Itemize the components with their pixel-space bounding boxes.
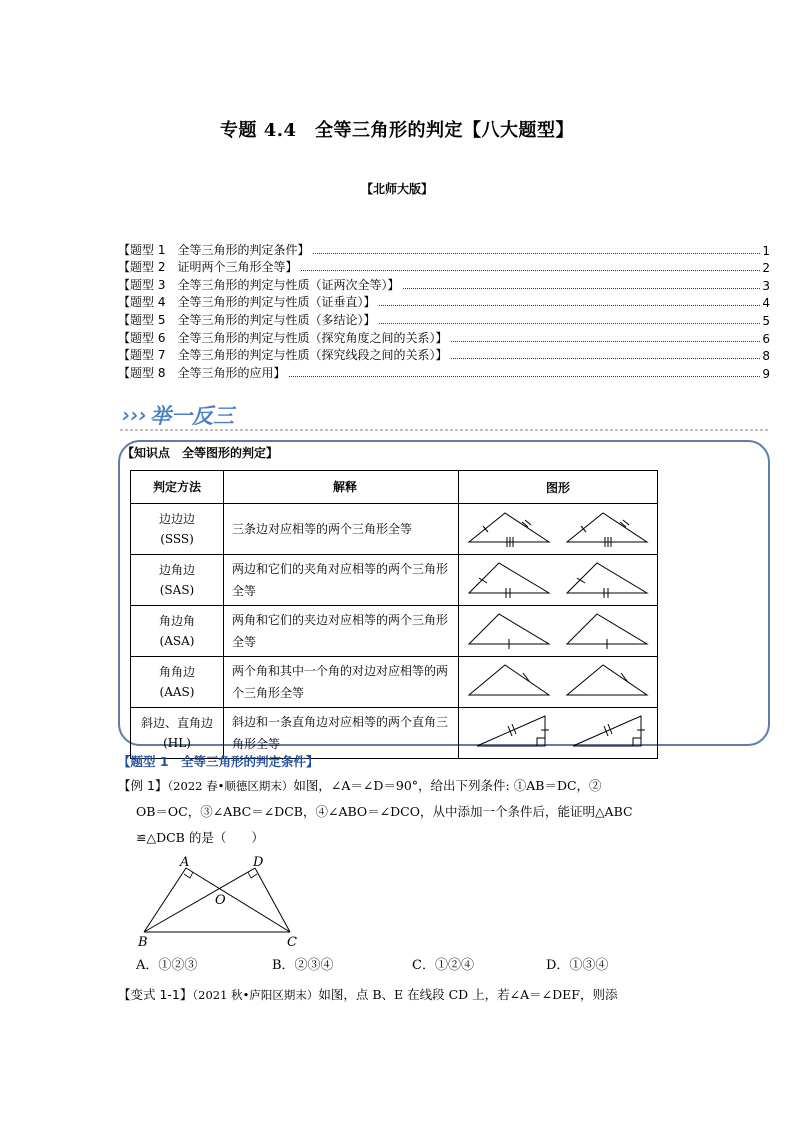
label-o: O [215, 893, 226, 908]
table-row [131, 504, 658, 555]
method-cell: 斜边、直角边 (HL) [131, 708, 224, 759]
example1-figure [130, 852, 320, 952]
figure-cell [459, 606, 658, 657]
edition-label: 【北师大版】 [360, 182, 433, 196]
header-cell: 判定方法 [131, 471, 224, 504]
criteria-table [130, 470, 658, 759]
toc-item[interactable]: 【题型 5 全等三角形的判定与性质（多结论）】 5 [118, 312, 770, 328]
figure-cell [459, 504, 658, 555]
table-row [131, 657, 658, 708]
label-c: C [287, 935, 297, 950]
description-cell: 两个角和其中一个角的对边对应相等的两个三角形全等 [224, 657, 459, 708]
figure-cell [459, 708, 658, 759]
banner-text: 举一反三 [150, 404, 234, 428]
figure-cell [459, 555, 658, 606]
variant1-line1: 【变式 1-1】（2021 秋•庐阳区期末）如图，点 B、E 在线段 CD 上，若∠A＝∠DEF，则添 [118, 987, 618, 1002]
table-row [131, 708, 658, 759]
method-cell: 角边角 (ASA) [131, 606, 224, 657]
toc-item[interactable]: 【题型 1 全等三角形的判定条件】 1 [118, 242, 770, 258]
choice-b[interactable]: B．②③④ [272, 958, 334, 973]
example1-line1: 【例 1】（2022 春•顺德区期末）如图，∠A＝∠D＝90°，给出下列条件: ①AB＝DC，② [118, 778, 602, 793]
label-b: B [138, 935, 148, 950]
toc-item[interactable]: 【题型 2 证明两个三角形全等】 2 [118, 260, 770, 276]
label-d: D [253, 855, 264, 870]
example1-line2: OB＝OC，③∠ABC＝∠DCB，④∠ABO＝∠DCO，从中添加一个条件后，能证明△ABC [136, 804, 633, 819]
table-of-contents [118, 240, 770, 381]
description-cell: 两边和它们的夹角对应相等的两个三角形全等 [224, 555, 459, 606]
hl-triangles-figure [459, 708, 657, 755]
figure-cell [459, 657, 658, 708]
sss-triangles-figure [459, 504, 657, 551]
method-cell: 边角边 (SAS) [131, 555, 224, 606]
sas-triangles-figure [459, 555, 657, 602]
banner-arrows: ››› [122, 403, 147, 427]
toc-item[interactable]: 【题型 8 全等三角形的应用】 9 [118, 365, 770, 381]
method-cell: 角角边 (AAS) [131, 657, 224, 708]
choice-d[interactable]: D．①③④ [546, 958, 609, 973]
example1-line3: ≌△DCB 的是（ ） [136, 830, 264, 845]
label-a: A [180, 855, 190, 870]
toc-item[interactable]: 【题型 6 全等三角形的判定与性质（探究角度之间的关系）】 6 [118, 330, 770, 346]
method-cell: 边边边 (SSS) [131, 504, 224, 555]
section-banner [118, 398, 772, 432]
toc-item[interactable]: 【题型 4 全等三角形的判定与性质（证垂直）】 4 [118, 295, 770, 311]
description-cell: 斜边和一条直角边对应相等的两个直角三角形全等 [224, 708, 459, 759]
description-cell: 两角和它们的夹边对应相等的两个三角形全等 [224, 606, 459, 657]
choice-c[interactable]: C．①②④ [412, 958, 474, 973]
knowledge-title: 【知识点 全等图形的判定】 [122, 446, 279, 460]
table-row [131, 555, 658, 606]
page-title: 专题 4.4 全等三角形的判定【八大题型】 [219, 120, 575, 141]
table-row [131, 606, 658, 657]
description-cell: 三条边对应相等的两个三角形全等 [224, 504, 459, 555]
toc-item[interactable]: 【题型 3 全等三角形的判定与性质（证两次全等）】 3 [118, 277, 770, 293]
example1-choices [136, 954, 696, 973]
choice-a[interactable]: A．①②③ [136, 958, 198, 973]
header-cell: 图形 [459, 471, 658, 504]
section-heading-1: 【题型 1 全等三角形的判定条件】 [118, 754, 319, 769]
asa-triangles-figure [459, 606, 657, 653]
aas-triangles-figure [459, 657, 657, 704]
toc-item[interactable]: 【题型 7 全等三角形的判定与性质（探究线段之间的关系）】 8 [118, 348, 770, 364]
header-cell: 解释 [224, 471, 459, 504]
table-header-row [131, 471, 658, 504]
